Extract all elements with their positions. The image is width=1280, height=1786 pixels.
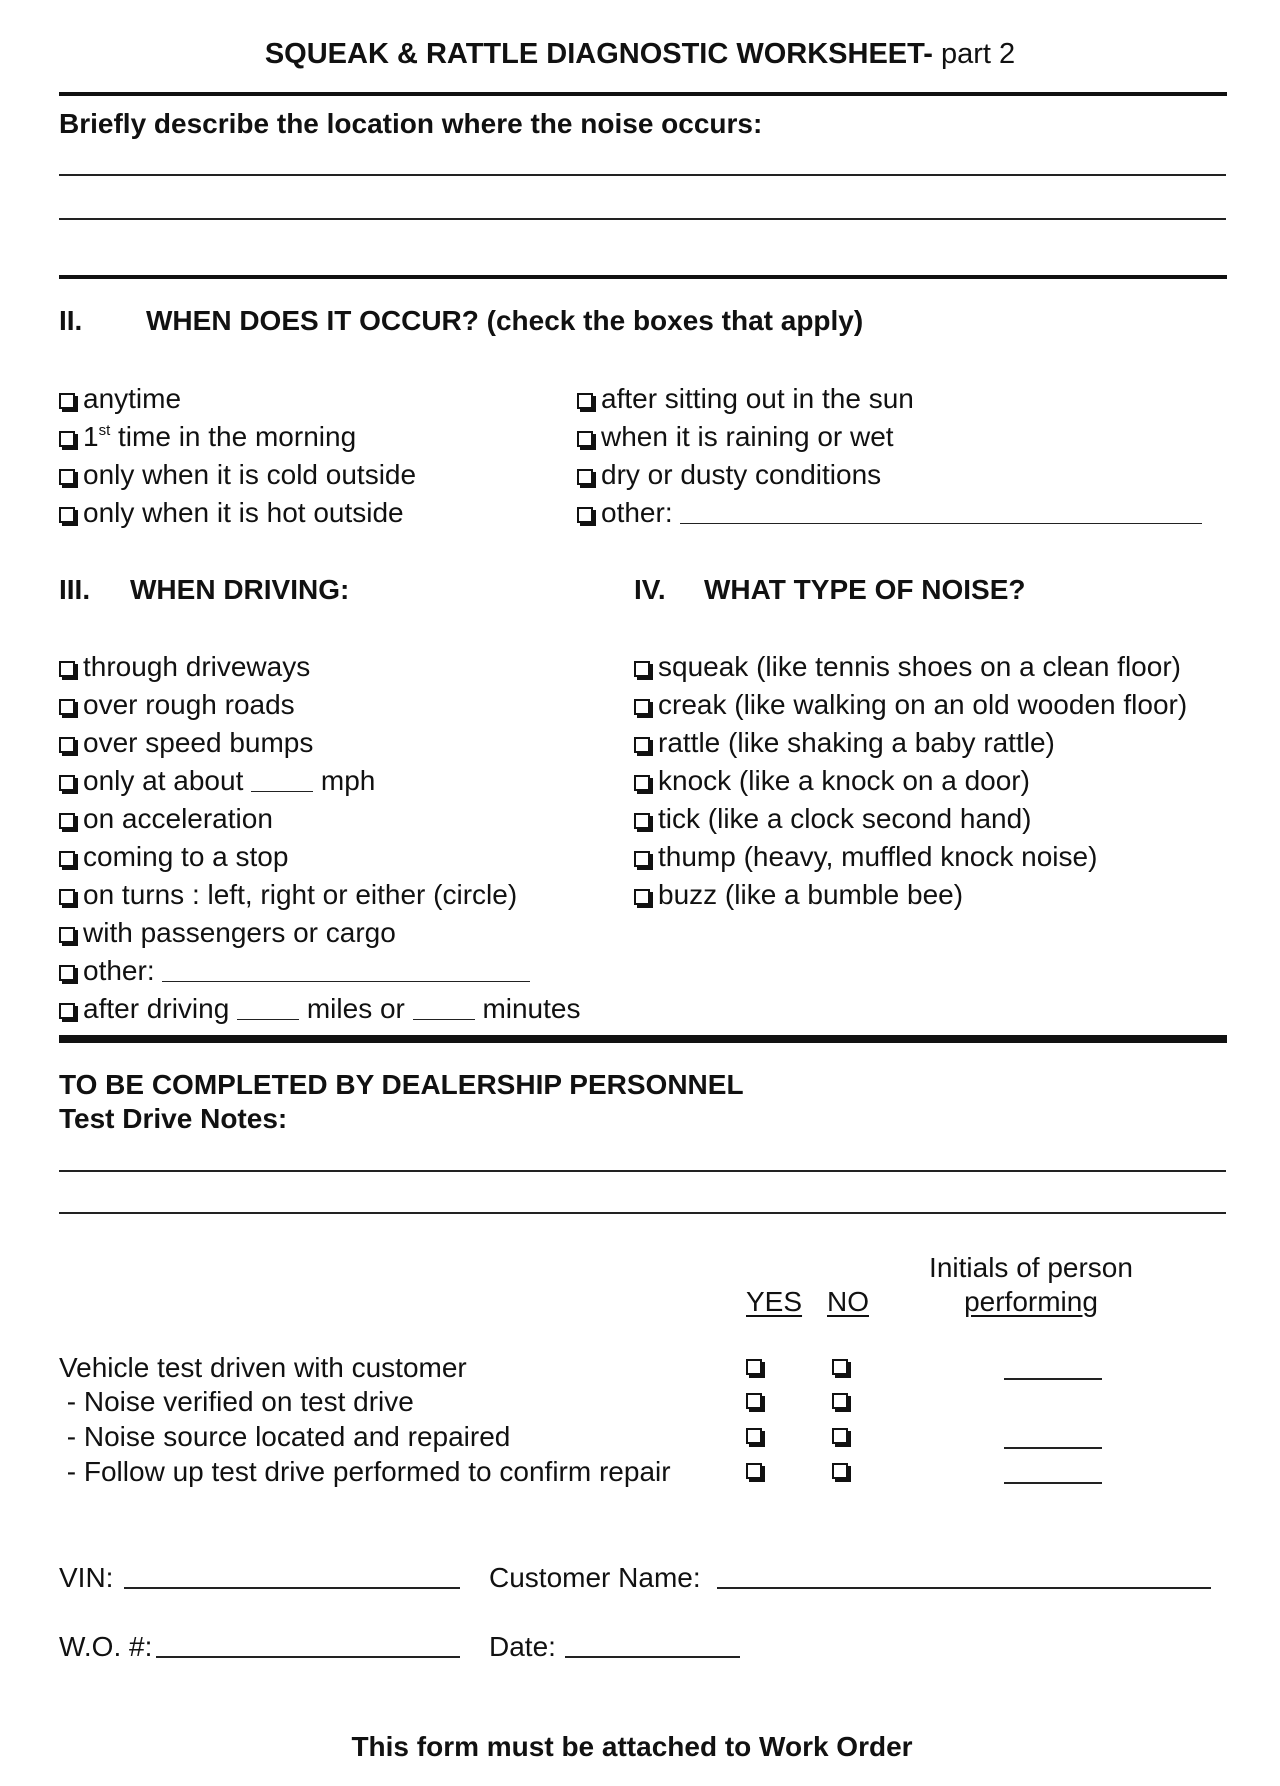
col-yes-header: YES xyxy=(746,1286,803,1317)
date-field[interactable] xyxy=(565,1656,740,1658)
option-passengers[interactable]: with passengers or cargo xyxy=(59,919,396,947)
checkbox[interactable] xyxy=(634,699,650,715)
option-creak[interactable]: creak (like walking on an old wooden floor) xyxy=(634,691,1187,719)
checkbox[interactable] xyxy=(634,737,650,753)
initials-header-line2: performing xyxy=(964,1286,1098,1317)
checkbox[interactable] xyxy=(577,507,593,523)
checkbox[interactable] xyxy=(59,699,75,715)
vin-label: VIN: xyxy=(59,1562,114,1593)
location-prompt: Briefly describe the location where the noise occurs: xyxy=(59,108,763,139)
row-label-follow-up: - Follow up test drive performed to confirm repair xyxy=(59,1456,671,1487)
option-after-driving[interactable]: after driving miles or minutes xyxy=(59,995,580,1023)
customer-name-label: Customer Name: xyxy=(489,1562,701,1593)
option-sun[interactable]: after sitting out in the sun xyxy=(577,385,914,413)
customer-name-field[interactable] xyxy=(717,1587,1211,1589)
worksheet-part: part 2 xyxy=(940,38,1016,70)
initials-field[interactable] xyxy=(1004,1447,1102,1449)
option-speed-bumps[interactable]: over speed bumps xyxy=(59,729,313,757)
checkbox[interactable] xyxy=(634,851,650,867)
checkbox[interactable] xyxy=(59,965,75,981)
option-driveways[interactable]: through driveways xyxy=(59,653,310,681)
minutes-field[interactable] xyxy=(413,995,475,1020)
section2-heading: WHEN DOES IT OCCUR? (check the boxes that apply) xyxy=(146,305,864,336)
worksheet-title: SQUEAK & RATTLE DIAGNOSTIC WORKSHEET- xyxy=(264,38,933,70)
row-label-test-driven: Vehicle test driven with customer xyxy=(59,1352,467,1383)
option-squeak[interactable]: squeak (like tennis shoes on a clean floor) xyxy=(634,653,1181,681)
section2-numeral: II. xyxy=(59,305,83,336)
checkbox[interactable] xyxy=(634,889,650,905)
option-buzz[interactable]: buzz (like a bumble bee) xyxy=(634,881,963,909)
option-thump[interactable]: thump (heavy, muffled knock noise) xyxy=(634,843,1097,871)
vin-field[interactable] xyxy=(124,1587,460,1589)
initials-field[interactable] xyxy=(1004,1482,1102,1484)
no-checkbox[interactable] xyxy=(832,1359,848,1375)
page-title xyxy=(0,38,1280,71)
row-label-noise-repaired: - Noise source located and repaired xyxy=(59,1421,511,1452)
other-driving-field[interactable] xyxy=(162,957,530,982)
checkbox[interactable] xyxy=(59,813,75,829)
checkbox[interactable] xyxy=(577,469,593,485)
option-tick[interactable]: tick (like a clock second hand) xyxy=(634,805,1032,833)
miles-field[interactable] xyxy=(237,995,299,1020)
option-raining[interactable]: when it is raining or wet xyxy=(577,423,894,451)
checkbox[interactable] xyxy=(59,469,75,485)
option-anytime[interactable]: anytime xyxy=(59,385,181,413)
option-other-occur[interactable]: other: xyxy=(577,499,1202,527)
option-knock[interactable]: knock (like a knock on a door) xyxy=(634,767,1030,795)
section-rule xyxy=(59,275,1227,279)
option-acceleration[interactable]: on acceleration xyxy=(59,805,273,833)
other-occur-field[interactable] xyxy=(680,499,1202,524)
yes-checkbox[interactable] xyxy=(746,1393,762,1409)
option-cold-outside[interactable]: only when it is cold outside xyxy=(59,461,416,489)
notes-line-2[interactable] xyxy=(59,1212,1226,1214)
checkbox[interactable] xyxy=(59,775,75,791)
checkbox[interactable] xyxy=(59,737,75,753)
checkbox[interactable] xyxy=(59,393,75,409)
yes-checkbox[interactable] xyxy=(746,1463,762,1479)
date-label: Date: xyxy=(489,1631,556,1662)
dealer-rule xyxy=(59,1035,1227,1043)
checkbox[interactable] xyxy=(577,393,593,409)
location-line-1[interactable] xyxy=(59,174,1226,176)
checkbox[interactable] xyxy=(577,431,593,447)
col-no-header: NO xyxy=(827,1286,869,1317)
section4-numeral: IV. xyxy=(634,574,666,605)
mph-field[interactable] xyxy=(251,767,313,792)
row-label-noise-verified: - Noise verified on test drive xyxy=(59,1386,414,1417)
section3-heading: WHEN DRIVING: xyxy=(130,574,350,605)
option-rattle[interactable]: rattle (like shaking a baby rattle) xyxy=(634,729,1055,757)
option-rough-roads[interactable]: over rough roads xyxy=(59,691,295,719)
checkbox[interactable] xyxy=(634,775,650,791)
option-turns[interactable]: on turns : left, right or either (circle) xyxy=(59,881,517,909)
checkbox[interactable] xyxy=(59,927,75,943)
wo-label: W.O. #: xyxy=(59,1631,153,1662)
checkbox[interactable] xyxy=(59,431,75,447)
checkbox[interactable] xyxy=(59,507,75,523)
initials-field[interactable] xyxy=(1004,1378,1102,1380)
header-rule xyxy=(59,92,1227,96)
location-line-2[interactable] xyxy=(59,218,1226,220)
no-checkbox[interactable] xyxy=(832,1463,848,1479)
option-mph[interactable]: only at about mph xyxy=(59,767,375,795)
section4-heading: WHAT TYPE OF NOISE? xyxy=(704,574,1026,605)
notes-line-1[interactable] xyxy=(59,1170,1226,1172)
no-checkbox[interactable] xyxy=(832,1428,848,1444)
option-other-driving[interactable]: other: xyxy=(59,957,530,985)
yes-checkbox[interactable] xyxy=(746,1428,762,1444)
yes-checkbox[interactable] xyxy=(746,1359,762,1375)
option-dusty[interactable]: dry or dusty conditions xyxy=(577,461,881,489)
option-first-time-morning[interactable]: 1st time in the morning xyxy=(59,423,356,451)
no-checkbox[interactable] xyxy=(832,1393,848,1409)
checkbox[interactable] xyxy=(59,1003,75,1019)
test-drive-notes-label: Test Drive Notes: xyxy=(59,1103,288,1134)
checkbox[interactable] xyxy=(59,851,75,867)
initials-header-line1: Initials of person xyxy=(929,1252,1133,1283)
option-coming-to-stop[interactable]: coming to a stop xyxy=(59,843,288,871)
checkbox[interactable] xyxy=(59,661,75,677)
wo-field[interactable] xyxy=(156,1656,460,1658)
checkbox[interactable] xyxy=(634,661,650,677)
checkbox[interactable] xyxy=(634,813,650,829)
section3-numeral: III. xyxy=(59,574,91,605)
option-hot-outside[interactable]: only when it is hot outside xyxy=(59,499,404,527)
checkbox[interactable] xyxy=(59,889,75,905)
dealer-heading: TO BE COMPLETED BY DEALERSHIP PERSONNEL xyxy=(59,1069,744,1100)
footer-note: This form must be attached to Work Order xyxy=(351,1731,913,1762)
